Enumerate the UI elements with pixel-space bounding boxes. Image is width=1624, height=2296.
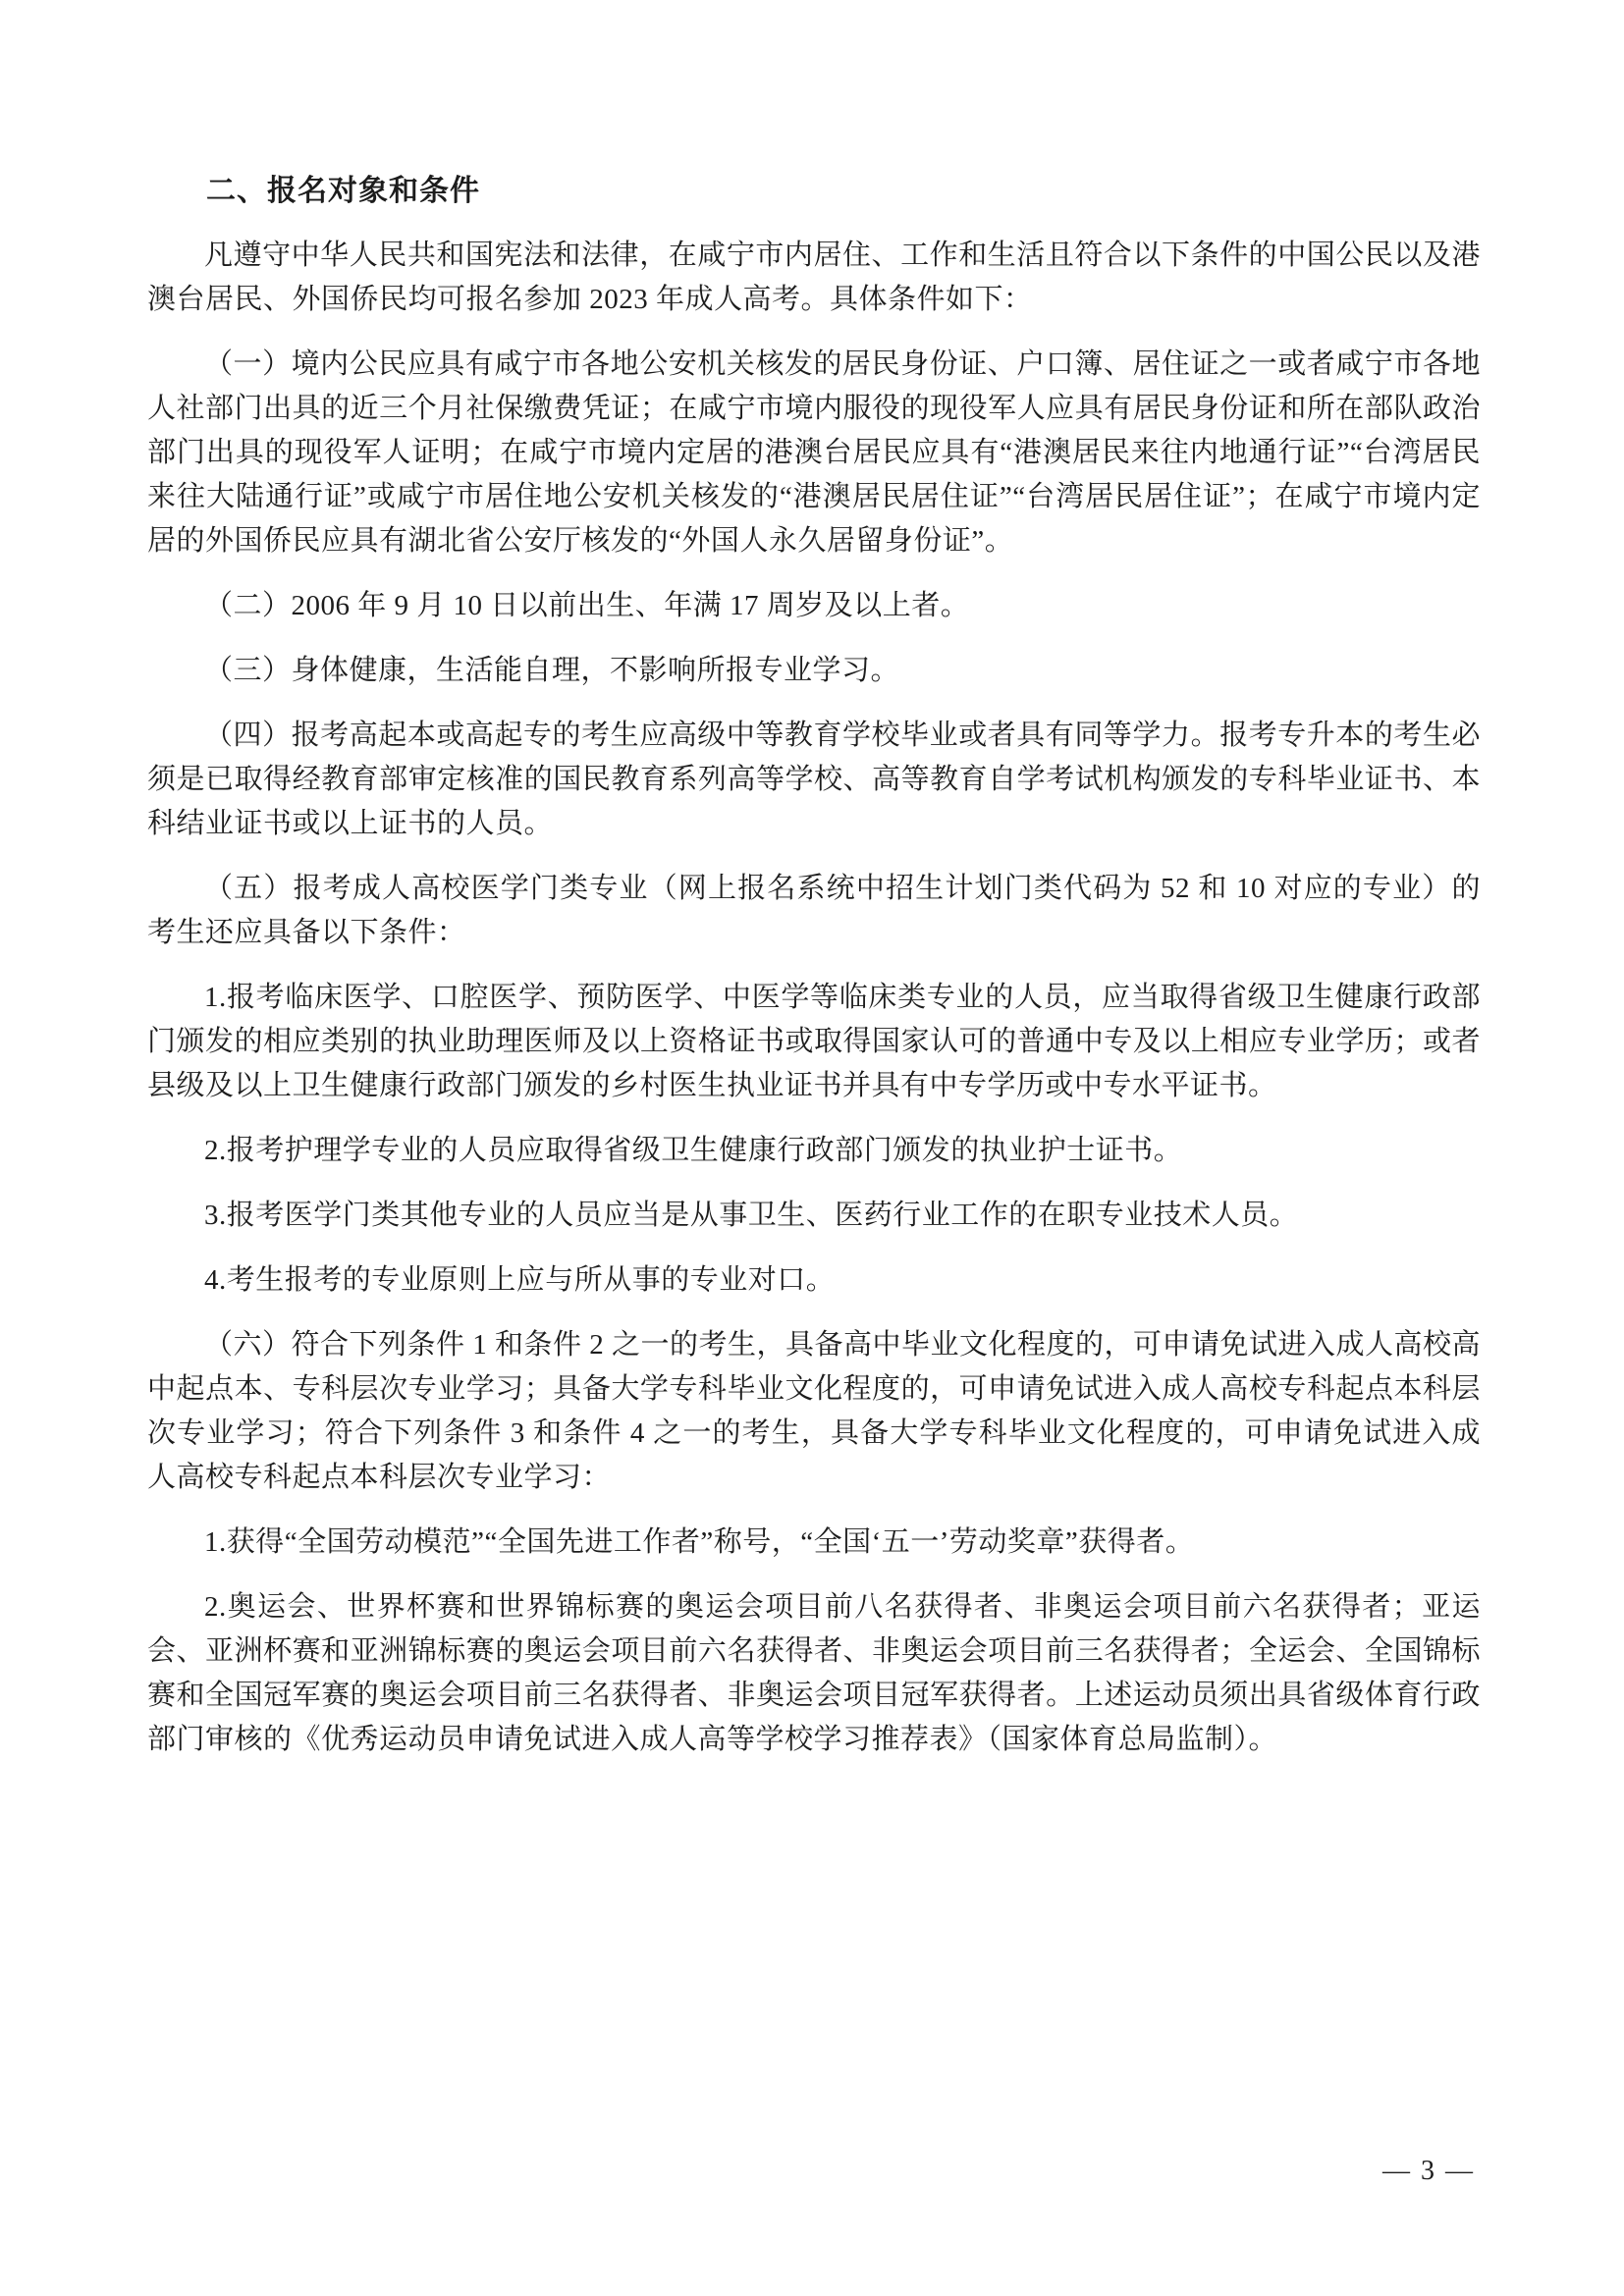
paragraph-item-5: （五）报考成人高校医学门类专业（网上报名系统中招生计划门类代码为 52 和 10 对应的专业）的考生还应具备以下条件： [147,873,1481,948]
paragraph-item-3: （三）身体健康，生活能自理，不影响所报专业学习。 [204,655,900,686]
paragraph-item-5-sub-4: 4.考生报考的专业原则上应与所从事的专业对口。 [204,1264,836,1296]
paragraph-item-6-sub-2: 2.奥运会、世界杯赛和世界锦标赛的奥运会项目前八名获得者、非奥运会项目前六名获得者；亚运会、亚洲杯赛和亚洲锦标赛的奥运会项目前六名获得者、非奥运会项目前三名获得者；全运会、全国锦标赛和全国冠军赛的奥运会项目前三名获得者、非奥运会项目冠军获得者。上述运动员须出具省级体育行政部门审核的《优秀运动员申请免试进入成人高等学校学习推荐表》（国家体育总局监制）。 [147,1591,1481,1755]
paragraph-item-4: （四）报考高起本或高起专的考生应高级中等教育学校毕业或者具有同等学力。报考专升本的考生必须是已取得经教育部审定核准的国民教育系列高等学校、高等教育自学考试机构颁发的专科毕业证书、本科结业证书或以上证书的人员。 [147,720,1481,839]
paragraph-item-6-sub-1: 1.获得“全国劳动模范”“全国先进工作者”称号，“全国‘五一’劳动奖章”获得者。 [204,1526,1195,1558]
paragraph-item-5-sub-1: 1.报考临床医学、口腔医学、预防医学、中医学等临床类专业的人员，应当取得省级卫生健康行政部门颁发的相应类别的执业助理医师及以上资格证书或取得国家认可的普通中专及以上相应专业学历；或者县级及以上卫生健康行政部门颁发的乡村医生执业证书并具有中专学历或中专水平证书。 [147,982,1481,1101]
page-number: — 3 — [1382,2156,1475,2186]
paragraph-item-2: （二）2006 年 9 月 10 日以前出生、年满 17 周岁及以上者。 [204,590,970,621]
section-heading: 二、报名对象和条件 [206,175,480,207]
paragraph-item-1: （一）境内公民应具有咸宁市各地公安机关核发的居民身份证、户口簿、居住证之一或者咸宁市各地人社部门出具的近三个月社保缴费凭证；在咸宁市境内服役的现役军人应具有居民身份证和所在部队政治部门出具的现役军人证明；在咸宁市境内定居的港澳台居民应具有“港澳居民来往内地通行证”“台湾居民来往大陆通行证”或咸宁市居住地公安机关核发的“港澳居民居住证”“台湾居民居住证”；在咸宁市境内定居的外国侨民应具有湖北省公安厅核发的“外国人永久居留身份证”。 [147,348,1481,557]
paragraph-item-6: （六）符合下列条件 1 和条件 2 之一的考生，具备高中毕业文化程度的，可申请免试进入成人高校高中起点本、专科层次专业学习；具备大学专科毕业文化程度的，可申请免试进入成人高校专科起点本科层次专业学习；符合下列条件 3 和条件 4 之一的考生，具备大学专科毕业文化程度的，可申请免试进入成人高校专科起点本科层次专业学习： [147,1329,1482,1493]
paragraph-intro: 凡遵守中华人民共和国宪法和法律，在咸宁市内居住、工作和生活且符合以下条件的中国公民以及港澳台居民、外国侨民均可报名参加 2023 年成人高考。具体条件如下： [147,240,1481,315]
paragraph-item-5-sub-2: 2.报考护理学专业的人员应取得省级卫生健康行政部门颁发的执业护士证书。 [204,1135,1183,1166]
paragraph-item-5-sub-3: 3.报考医学门类其他专业的人员应当是从事卫生、医药行业工作的在职专业技术人员。 [204,1200,1299,1231]
